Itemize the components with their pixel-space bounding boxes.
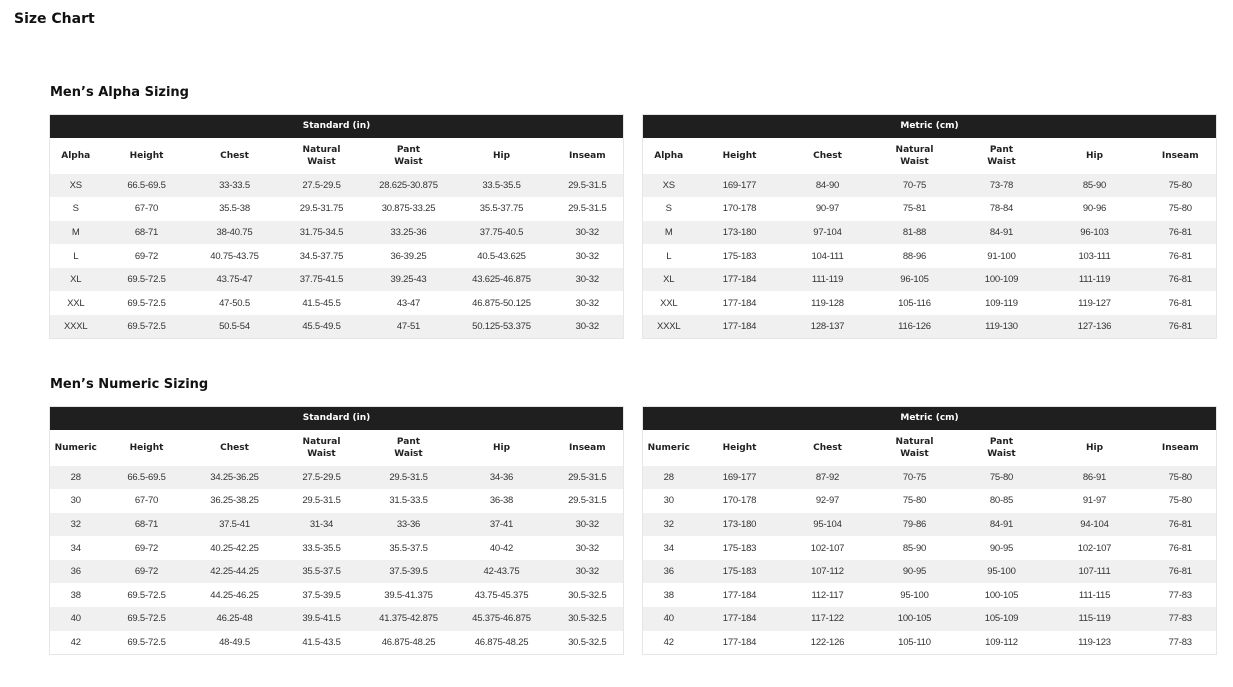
table-cell: 80-85 — [959, 489, 1045, 513]
table-cell: 76-81 — [1145, 315, 1217, 339]
table-cell: 76-81 — [1145, 291, 1217, 315]
table-cell: 42.25-44.25 — [192, 560, 278, 584]
table-cell: 77-83 — [1145, 583, 1217, 607]
table-cell: 32 — [643, 513, 695, 537]
table-cell: 75-80 — [1145, 466, 1217, 490]
column-header: Height — [102, 138, 192, 174]
table-cell: 39.5-41.375 — [366, 583, 452, 607]
table-row — [50, 631, 624, 655]
table-row — [643, 174, 1217, 198]
table-cell: 27.5-29.5 — [278, 174, 366, 198]
table-cell: 177-184 — [695, 631, 785, 655]
column-header: Alpha — [50, 138, 102, 174]
table-cell: 68-71 — [102, 513, 192, 537]
table-cell: 175-183 — [695, 536, 785, 560]
table-cell: 67-70 — [102, 197, 192, 221]
table-cell: 36-38 — [452, 489, 552, 513]
table-cell: 177-184 — [695, 268, 785, 292]
table-cell: 46.875-48.25 — [452, 631, 552, 655]
table-cell: 41.5-45.5 — [278, 291, 366, 315]
page-title: Size Chart — [14, 11, 95, 27]
table-row — [643, 489, 1217, 513]
table-cell: 29.5-31.5 — [552, 489, 624, 513]
table-cell: 35.5-37.5 — [366, 536, 452, 560]
table-cell: 115-119 — [1045, 607, 1145, 631]
table-cell: 29.5-31.5 — [552, 466, 624, 490]
table-cell: 43.75-45.375 — [452, 583, 552, 607]
table-cell: 66.5-69.5 — [102, 174, 192, 198]
table-cell: 103-111 — [1045, 244, 1145, 268]
table-row — [50, 466, 624, 490]
table-cell: S — [643, 197, 695, 221]
table-row — [50, 221, 624, 245]
table-cell: 107-111 — [1045, 560, 1145, 584]
column-header: Inseam — [552, 430, 624, 466]
table-row — [643, 244, 1217, 268]
table-cell: 37.5-39.5 — [278, 583, 366, 607]
column-header: Height — [102, 430, 192, 466]
table-cell: 38 — [50, 583, 102, 607]
column-header: Numeric — [643, 430, 695, 466]
column-header: Hip — [1045, 138, 1145, 174]
table-cell: 30-32 — [552, 536, 624, 560]
table-row — [643, 197, 1217, 221]
table-cell: 90-95 — [959, 536, 1045, 560]
table-cell: 85-90 — [1045, 174, 1145, 198]
unit-band-label: Metric (cm) — [643, 115, 1217, 138]
table-row — [643, 560, 1217, 584]
table-cell: 42 — [50, 631, 102, 655]
table-cell: 177-184 — [695, 607, 785, 631]
table-row — [50, 560, 624, 584]
table-cell: 78-84 — [959, 197, 1045, 221]
table-cell: 36-39.25 — [366, 244, 452, 268]
table-cell: 33.5-35.5 — [278, 536, 366, 560]
table-cell: 34 — [50, 536, 102, 560]
table-cell: M — [50, 221, 102, 245]
column-header: Hip — [452, 138, 552, 174]
table-cell: 95-100 — [959, 560, 1045, 584]
table-cell: 70-75 — [871, 466, 959, 490]
column-header: Chest — [192, 138, 278, 174]
table-cell: 75-80 — [871, 489, 959, 513]
table-cell: 67-70 — [102, 489, 192, 513]
table-cell: 28 — [643, 466, 695, 490]
table-cell: 75-80 — [1145, 197, 1217, 221]
table-cell: 35.5-38 — [192, 197, 278, 221]
table-cell: 112-117 — [785, 583, 871, 607]
table-row — [643, 536, 1217, 560]
table-cell: 39.25-43 — [366, 268, 452, 292]
table-cell: 73-78 — [959, 174, 1045, 198]
table-cell: 39.5-41.5 — [278, 607, 366, 631]
table-cell: XXXL — [643, 315, 695, 339]
table-cell: 30 — [50, 489, 102, 513]
table-cell: 97-104 — [785, 221, 871, 245]
table-cell: 170-178 — [695, 197, 785, 221]
table-cell: 100-105 — [959, 583, 1045, 607]
table-row — [50, 583, 624, 607]
table-cell: 173-180 — [695, 513, 785, 537]
column-header: Numeric — [50, 430, 102, 466]
table-cell: 40.75-43.75 — [192, 244, 278, 268]
table-cell: 40 — [50, 607, 102, 631]
table-cell: 30.5-32.5 — [552, 583, 624, 607]
section-title-numeric: Men’s Numeric Sizing — [50, 377, 209, 392]
column-header-row — [50, 430, 624, 466]
column-header-row — [50, 138, 624, 174]
table-cell: 104-111 — [785, 244, 871, 268]
table-row — [50, 489, 624, 513]
table-cell: 37.75-40.5 — [452, 221, 552, 245]
table-cell: 175-183 — [695, 560, 785, 584]
table-cell: 111-119 — [1045, 268, 1145, 292]
table-cell: 29.5-31.5 — [278, 489, 366, 513]
table-cell: 36 — [643, 560, 695, 584]
table-cell: 46.875-48.25 — [366, 631, 452, 655]
table-cell: 75-81 — [871, 197, 959, 221]
table-cell: 28 — [50, 466, 102, 490]
table-cell: 119-130 — [959, 315, 1045, 339]
table-cell: 30-32 — [552, 244, 624, 268]
table-cell: 116-126 — [871, 315, 959, 339]
column-header: Inseam — [1145, 430, 1217, 466]
table-row — [50, 244, 624, 268]
column-header: Natural Waist — [278, 138, 366, 174]
table-cell: XL — [643, 268, 695, 292]
table-cell: 33.5-35.5 — [452, 174, 552, 198]
unit-band-label: Metric (cm) — [643, 407, 1217, 430]
table-cell: XXL — [643, 291, 695, 315]
table-cell: 37.5-39.5 — [366, 560, 452, 584]
table-cell: 43.625-46.875 — [452, 268, 552, 292]
table-cell: 31.5-33.5 — [366, 489, 452, 513]
table-cell: 128-137 — [785, 315, 871, 339]
table-cell: 37.75-41.5 — [278, 268, 366, 292]
table-cell: 40.5-43.625 — [452, 244, 552, 268]
table-cell: 111-119 — [785, 268, 871, 292]
table-cell: 75-80 — [1145, 489, 1217, 513]
table-cell: 34.5-37.75 — [278, 244, 366, 268]
table-cell: 37-41 — [452, 513, 552, 537]
table-cell: 41.375-42.875 — [366, 607, 452, 631]
table-cell: 35.5-37.75 — [452, 197, 552, 221]
table-cell: 127-136 — [1045, 315, 1145, 339]
table-cell: 34.25-36.25 — [192, 466, 278, 490]
table-cell: 50.125-53.375 — [452, 315, 552, 339]
column-header-row — [643, 430, 1217, 466]
table-row — [643, 607, 1217, 631]
table-cell: 31.75-34.5 — [278, 221, 366, 245]
alpha-standard-table — [49, 114, 624, 339]
table-cell: M — [643, 221, 695, 245]
table-cell: 47-51 — [366, 315, 452, 339]
table-cell: 48-49.5 — [192, 631, 278, 655]
table-cell: 36 — [50, 560, 102, 584]
table-cell: 90-97 — [785, 197, 871, 221]
table-cell: 91-100 — [959, 244, 1045, 268]
table-cell: 96-103 — [1045, 221, 1145, 245]
column-header: Natural Waist — [871, 138, 959, 174]
table-cell: 100-109 — [959, 268, 1045, 292]
table-cell: 96-105 — [871, 268, 959, 292]
table-cell: 38 — [643, 583, 695, 607]
table-cell: L — [643, 244, 695, 268]
table-cell: 170-178 — [695, 489, 785, 513]
table-cell: 84-91 — [959, 513, 1045, 537]
table-row — [50, 536, 624, 560]
table-cell: 29.5-31.75 — [278, 197, 366, 221]
numeric-metric-table — [642, 406, 1217, 655]
table-row — [643, 513, 1217, 537]
unit-band-row — [50, 115, 624, 138]
table-cell: 79-86 — [871, 513, 959, 537]
table-cell: 30.875-33.25 — [366, 197, 452, 221]
table-cell: 40 — [643, 607, 695, 631]
table-cell: 30.5-32.5 — [552, 631, 624, 655]
table-cell: 102-107 — [1045, 536, 1145, 560]
table-cell: 119-123 — [1045, 631, 1145, 655]
section-title-alpha: Men’s Alpha Sizing — [50, 85, 189, 100]
column-header: Hip — [1045, 430, 1145, 466]
table-row — [643, 631, 1217, 655]
table-cell: L — [50, 244, 102, 268]
table-cell: 117-122 — [785, 607, 871, 631]
table-cell: 122-126 — [785, 631, 871, 655]
table-cell: 90-96 — [1045, 197, 1145, 221]
table-cell: 91-97 — [1045, 489, 1145, 513]
table-cell: 177-184 — [695, 583, 785, 607]
table-cell: XL — [50, 268, 102, 292]
table-cell: 69.5-72.5 — [102, 607, 192, 631]
table-row — [50, 315, 624, 339]
table-cell: 69-72 — [102, 560, 192, 584]
table-cell: 173-180 — [695, 221, 785, 245]
table-row — [643, 221, 1217, 245]
table-cell: 175-183 — [695, 244, 785, 268]
column-header: Pant Waist — [366, 430, 452, 466]
table-cell: 86-91 — [1045, 466, 1145, 490]
table-cell: 107-112 — [785, 560, 871, 584]
table-cell: 68-71 — [102, 221, 192, 245]
table-cell: 88-96 — [871, 244, 959, 268]
table-row — [50, 174, 624, 198]
table-cell: 42-43.75 — [452, 560, 552, 584]
table-cell: 40.25-42.25 — [192, 536, 278, 560]
table-cell: 119-127 — [1045, 291, 1145, 315]
table-cell: 76-81 — [1145, 513, 1217, 537]
table-cell: 43-47 — [366, 291, 452, 315]
column-header: Inseam — [1145, 138, 1217, 174]
table-cell: 105-110 — [871, 631, 959, 655]
column-header-row — [643, 138, 1217, 174]
table-cell: 92-97 — [785, 489, 871, 513]
table-cell: 30-32 — [552, 513, 624, 537]
column-header: Natural Waist — [871, 430, 959, 466]
table-cell: 33.25-36 — [366, 221, 452, 245]
table-cell: 76-81 — [1145, 221, 1217, 245]
table-row — [643, 268, 1217, 292]
table-cell: 37.5-41 — [192, 513, 278, 537]
column-header: Height — [695, 138, 785, 174]
column-header: Pant Waist — [959, 138, 1045, 174]
table-cell: 66.5-69.5 — [102, 466, 192, 490]
table-row — [50, 513, 624, 537]
table-cell: 81-88 — [871, 221, 959, 245]
table-row — [50, 291, 624, 315]
table-cell: 29.5-31.5 — [552, 197, 624, 221]
table-cell: 30 — [643, 489, 695, 513]
table-cell: 44.25-46.25 — [192, 583, 278, 607]
table-row — [50, 268, 624, 292]
column-header: Hip — [452, 430, 552, 466]
table-cell: 85-90 — [871, 536, 959, 560]
table-cell: 45.375-46.875 — [452, 607, 552, 631]
table-cell: 119-128 — [785, 291, 871, 315]
table-cell: S — [50, 197, 102, 221]
table-row — [643, 583, 1217, 607]
alpha-metric-table — [642, 114, 1217, 339]
table-cell: 47-50.5 — [192, 291, 278, 315]
table-cell: 76-81 — [1145, 536, 1217, 560]
column-header: Pant Waist — [366, 138, 452, 174]
table-cell: 30-32 — [552, 221, 624, 245]
table-cell: 69-72 — [102, 536, 192, 560]
table-cell: 45.5-49.5 — [278, 315, 366, 339]
table-cell: 30.5-32.5 — [552, 607, 624, 631]
unit-band-label: Standard (in) — [50, 115, 624, 138]
table-cell: 169-177 — [695, 466, 785, 490]
table-cell: 30-32 — [552, 268, 624, 292]
table-cell: 77-83 — [1145, 607, 1217, 631]
table-cell: 69.5-72.5 — [102, 291, 192, 315]
table-cell: 95-100 — [871, 583, 959, 607]
table-cell: 28.625-30.875 — [366, 174, 452, 198]
table-cell: 84-91 — [959, 221, 1045, 245]
table-cell: 30-32 — [552, 291, 624, 315]
table-cell: 95-104 — [785, 513, 871, 537]
table-cell: 34 — [643, 536, 695, 560]
column-header: Chest — [785, 138, 871, 174]
table-cell: 29.5-31.5 — [552, 174, 624, 198]
table-cell: 105-116 — [871, 291, 959, 315]
table-row — [643, 315, 1217, 339]
table-cell: 27.5-29.5 — [278, 466, 366, 490]
table-cell: 69-72 — [102, 244, 192, 268]
table-cell: 30-32 — [552, 315, 624, 339]
table-cell: 33-33.5 — [192, 174, 278, 198]
column-header: Chest — [785, 430, 871, 466]
table-cell: 169-177 — [695, 174, 785, 198]
table-cell: 69.5-72.5 — [102, 583, 192, 607]
table-cell: 32 — [50, 513, 102, 537]
table-cell: XXL — [50, 291, 102, 315]
column-header: Natural Waist — [278, 430, 366, 466]
table-cell: 69.5-72.5 — [102, 315, 192, 339]
unit-band-row — [50, 407, 624, 430]
table-cell: 75-80 — [1145, 174, 1217, 198]
table-row — [643, 466, 1217, 490]
numeric-standard-table — [49, 406, 624, 655]
table-cell: 42 — [643, 631, 695, 655]
table-cell: 36.25-38.25 — [192, 489, 278, 513]
table-row — [50, 197, 624, 221]
table-cell: 35.5-37.5 — [278, 560, 366, 584]
table-cell: 177-184 — [695, 315, 785, 339]
table-cell: 34-36 — [452, 466, 552, 490]
table-cell: 105-109 — [959, 607, 1045, 631]
table-cell: 38-40.75 — [192, 221, 278, 245]
table-cell: 77-83 — [1145, 631, 1217, 655]
table-cell: 102-107 — [785, 536, 871, 560]
unit-band-label: Standard (in) — [50, 407, 624, 430]
table-cell: 69.5-72.5 — [102, 631, 192, 655]
table-cell: 75-80 — [959, 466, 1045, 490]
column-header: Pant Waist — [959, 430, 1045, 466]
column-header: Inseam — [552, 138, 624, 174]
table-cell: 29.5-31.5 — [366, 466, 452, 490]
table-cell: XS — [50, 174, 102, 198]
table-cell: 84-90 — [785, 174, 871, 198]
table-cell: 46.875-50.125 — [452, 291, 552, 315]
column-header: Chest — [192, 430, 278, 466]
table-cell: 76-81 — [1145, 244, 1217, 268]
column-header: Alpha — [643, 138, 695, 174]
table-cell: 111-115 — [1045, 583, 1145, 607]
table-row — [50, 607, 624, 631]
table-cell: XS — [643, 174, 695, 198]
table-cell: 90-95 — [871, 560, 959, 584]
table-cell: 76-81 — [1145, 268, 1217, 292]
table-cell: 30-32 — [552, 560, 624, 584]
table-cell: 109-112 — [959, 631, 1045, 655]
table-cell: XXXL — [50, 315, 102, 339]
table-cell: 33-36 — [366, 513, 452, 537]
table-cell: 100-105 — [871, 607, 959, 631]
table-cell: 40-42 — [452, 536, 552, 560]
table-row — [643, 291, 1217, 315]
table-cell: 43.75-47 — [192, 268, 278, 292]
table-cell: 109-119 — [959, 291, 1045, 315]
table-cell: 50.5-54 — [192, 315, 278, 339]
table-cell: 76-81 — [1145, 560, 1217, 584]
table-cell: 46.25-48 — [192, 607, 278, 631]
unit-band-row — [643, 115, 1217, 138]
table-cell: 87-92 — [785, 466, 871, 490]
table-cell: 31-34 — [278, 513, 366, 537]
table-cell: 69.5-72.5 — [102, 268, 192, 292]
table-cell: 41.5-43.5 — [278, 631, 366, 655]
unit-band-row — [643, 407, 1217, 430]
table-cell: 70-75 — [871, 174, 959, 198]
column-header: Height — [695, 430, 785, 466]
table-cell: 177-184 — [695, 291, 785, 315]
table-cell: 94-104 — [1045, 513, 1145, 537]
